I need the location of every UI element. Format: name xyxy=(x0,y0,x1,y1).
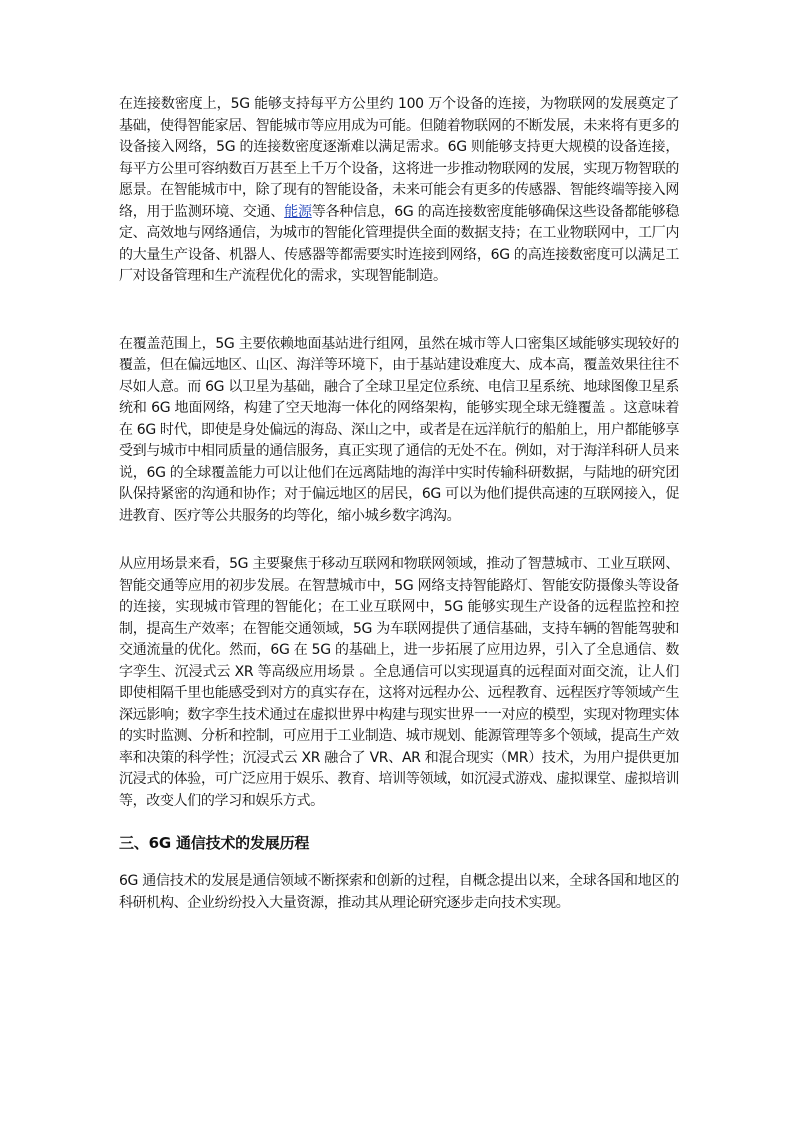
paragraph-development-history: 6G 通信技术的发展是通信领域不断探索和创新的过程，自概念提出以来，全球各国和地区的科研机构、企业纷纷投入大量资源，推动其从理论研究逐步走向技术实现。 xyxy=(119,873,679,911)
paragraph-text-before-link: 在连接数密度上，5G 能够支持每平方公里约 100 万个设备的连接，为物联网的发展奠定了基础，使得智能家居、智能城市等应用成为可能。但随着物联网的不断发展，未来将有更多的设备接入网络，5G 的连接数密度逐渐难以满足需求。6G 则能够支持更大规模的设备连接，每平方公里可容纳数百万甚至上千万个设备，这将进一步推动物联网的发展，实现万物智联的愿景。在智能城市中，除了现有的智能设备，未来可能会有更多的传感器、智能终端等接入网络，用于监测环境、交通、 xyxy=(119,96,679,220)
paragraph-application-scenarios: 从应用场景来看，5G 主要聚焦于移动互联网和物联网领域，推动了智慧城市、工业互联网、智能交通等应用的初步发展。在智慧城市中，5G 网络支持智能路灯、智能安防摄像头等设备的连接，实现城市管理的智能化；在工业互联网中，5G 能够实现生产设备的远程监控和控制，提高生产效率；在智能交通领域，5G 为车联网提供了通信基础，支持车辆的智能驾驶和交通流量的优化。然而，6G 在 5G 的基础上，进一步拓展了应用边界，引入了全息通信、数字孪生、沉浸式云 XR 等高级应用场景 。全息通信可以实现逼真的远程面对面交流，让人们即使相隔千里也能感受到对方的真实存在，这将对远程办公、远程教育、远程医疗等领域产生深远影响；数字孪生技术通过在虚拟世界中构建与现实世界一一对应的模型，实现对物理实体的实时监测、分析和控制，可应用于工业制造、城市规划、能源管理等多个领域，提高生产效率和决策的科学性；沉浸式云 XR 融合了 VR、AR 和混合现实（MR）技术，为用户提供更加沉浸式的体验，可广泛应用于娱乐、教育、培训等领域，如沉浸式游戏、虚拟课堂、虚拟培训等，改变人们的学习和娱乐方式。 xyxy=(119,556,679,809)
section-heading: 三、6G 通信技术的发展历程 xyxy=(119,834,310,852)
document-page xyxy=(119,94,679,914)
energy-link[interactable]: 能源 xyxy=(284,203,312,220)
paragraph-text-after-link: 等各种信息，6G 的高连接数密度能够确保这些设备都能够稳定、高效地与网络通信，为城市的智能化管理提供全面的数据支持；在工业物联网中，工厂内的大量生产设备、机器人、传感器等都需要实时连接到网络，6G 的高连接数密度可以满足工厂对设备管理和生产流程优化的需求，实现智能制造。 xyxy=(119,203,679,284)
paragraph-connection-density xyxy=(119,94,679,288)
paragraph-coverage: 在覆盖范围上，5G 主要依赖地面基站进行组网，虽然在城市等人口密集区域能够实现较好的覆盖，但在偏远地区、山区、海洋等环境下，由于基站建设难度大、成本高，覆盖效果往往不尽如人意。而 6G 以卫星为基础，融合了全球卫星定位系统、电信卫星系统、地球图像卫星系统和 6G 地面网络，构建了空天地海一体化的网络架构，能够实现全球无缝覆盖 。这意味着在 6G 时代，即使是身处偏远的海岛、深山之中，或者是在远洋航行的船舶上，用户都能够享受到与城市中相同质量的通信服务，真正实现了通信的无处不在。例如，对于海洋科研人员来说，6G 的全球覆盖能力可以让他们在远离陆地的海洋中实时传输科研数据，与陆地的研究团队保持紧密的沟通和协作；对于偏远地区的居民，6G 可以为他们提供高速的互联网接入，促进教育、医疗等公共服务的均等化，缩小城乡数字鸿沟。 xyxy=(119,335,679,524)
